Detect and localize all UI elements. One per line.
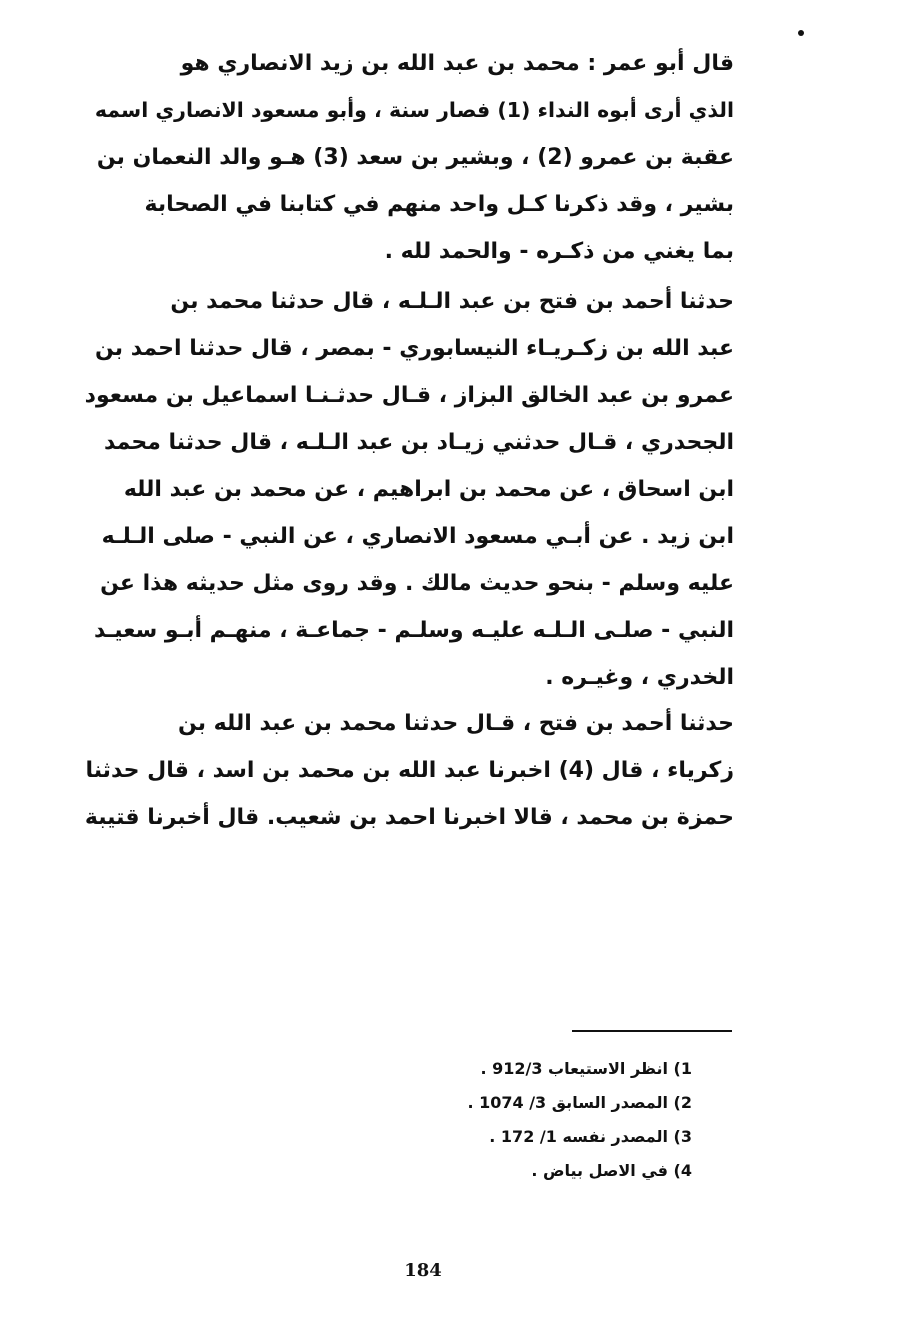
text-line: بما يغني من ذكـره - والحمد لله . [384, 239, 734, 264]
text-line: حمزة بن محمد ، قالا اخبرنا احمد بن شعيب. قال أخبرنا قتيبة [84, 805, 734, 830]
ink-dot [798, 30, 804, 36]
text-line: ابن زيد . عن أبـي مسعود الانصاري ، عن النبي - صلى الـلـه [101, 524, 734, 549]
footnote-1: 1) انظر الاستيعاب 912/3 . [480, 1059, 692, 1078]
text-line: الخدري ، وغيـره . [545, 665, 734, 690]
text-line: بشير ، وقد ذكرنا كـل واحد منهم في كتابنا في الصحابة [144, 192, 734, 217]
text-line: ابن اسحاق ، عن محمد بن ابراهيم ، عن محمد بن عبد الله [123, 477, 734, 502]
footnote-divider [572, 1030, 732, 1032]
footnotes [380, 1052, 692, 1188]
footnote-2: 2) المصدر السابق 3/ 1074 . [467, 1093, 692, 1112]
text-line: عقبة بن عمرو (2) ، وبشير بن سعد (3) هـو والد النعمان بن [96, 145, 734, 170]
text-line: الجحدري ، قـال حدثني زيـاد بن عبد الـلـه ، قال حدثنا محمد [103, 430, 734, 455]
text-line: قال أبو عمر : محمد بن عبد الله بن زيد الانصاري هو [180, 51, 734, 76]
text-line: الذي أرى أبوه النداء (1) فصار سنة ، وأبو مسعود الانصاري اسمه [94, 98, 734, 122]
paragraph-2 [84, 278, 734, 701]
text-line: حدثنا أحمد بن فتح بن عبد الـلـه ، قال حدثنا محمد بن [170, 289, 734, 314]
footnote-4: 4) في الاصل بياض . [531, 1161, 692, 1180]
page-number: 184 [404, 1260, 442, 1281]
text-line: حدثنا أحمد بن فتح ، قـال حدثنا محمد بن عبد الله بن [177, 711, 734, 736]
footnote-3: 3) المصدر نفسه 1/ 172 . [489, 1127, 692, 1146]
paragraph-3 [84, 700, 734, 841]
text-line: زكرياء ، قال (4) اخبرنا عبد الله بن محمد بن اسد ، قال حدثنا [85, 758, 734, 783]
paragraph-1 [84, 40, 734, 275]
text-line: عمرو بن عبد الخالق البزاز ، قـال حدثـنـا اسماعيل بن مسعود [84, 383, 734, 408]
text-line: النبي - صلـى الـلـه عليـه وسلـم - جماعـة ، منهـم أبـو سعيـد [93, 618, 734, 643]
text-line: عليه وسلم - بنحو حديث مالك . وقد روى مثل حديثه هذا عن [100, 571, 734, 596]
text-line: عبد الله بن زكـريـاء النيسابوري - بمصر ، قال حدثنا احمد بن [95, 336, 734, 361]
